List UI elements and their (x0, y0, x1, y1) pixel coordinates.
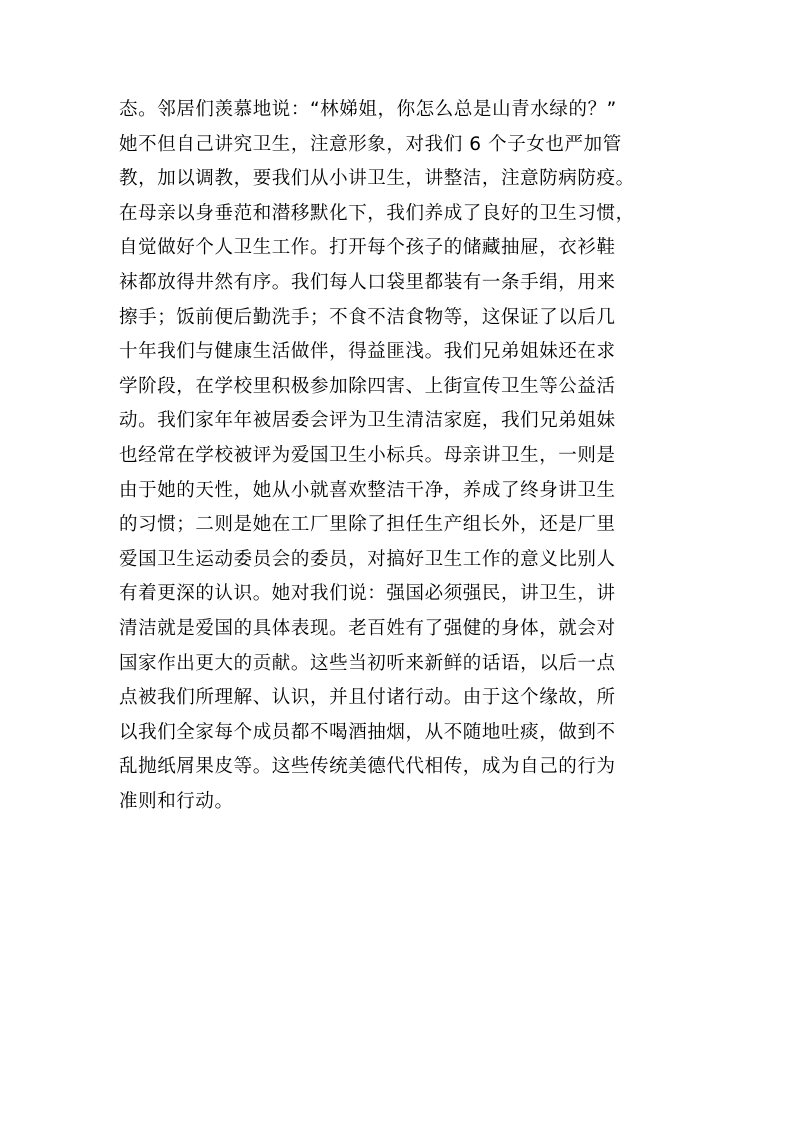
text-line: 动。我们家年年被居委会评为卫生清洁家庭，我们兄弟姐妹 (119, 410, 616, 432)
text-line: 袜都放得井然有序。我们每人口袋里都装有一条手绢，用来 (119, 271, 616, 293)
text-line: 她不但自己讲究卫生，注意形象，对我们 6 个子女也严加管 (119, 133, 622, 155)
text-line: 教，加以调教，要我们从小讲卫生，讲整洁，注意防病防疫。 (119, 168, 635, 190)
text-line: 点被我们所理解、认识，并且付诸行动。由于这个缘故，所 (119, 687, 616, 709)
text-line: 由于她的天性，她从小就喜欢整洁干净，养成了终身讲卫生 (119, 479, 616, 501)
text-line: 擦手；饭前便后勤洗手；不食不洁食物等，这保证了以后几 (119, 306, 616, 328)
text-line: 在母亲以身垂范和潜移默化下，我们养成了良好的卫生习惯， (119, 202, 635, 224)
body-paragraph (119, 93, 679, 819)
text-line: 十年我们与健康生活做伴，得益匪浅。我们兄弟姐妹还在求 (119, 341, 616, 363)
text-line: 自觉做好个人卫生工作。打开每个孩子的储藏抽屉，衣衫鞋 (119, 237, 616, 259)
text-line: 学阶段，在学校里积极参加除四害、上街宣传卫生等公益活 (119, 375, 616, 397)
text-line: 国家作出更大的贡献。这些当初听来新鲜的话语，以后一点 (119, 652, 616, 674)
text-line: 准则和行动。 (119, 790, 234, 812)
text-line: 清洁就是爱国的具体表现。老百姓有了强健的身体，就会对 (119, 617, 616, 639)
text-line: 以我们全家每个成员都不喝酒抽烟，从不随地吐痰，做到不 (119, 721, 616, 743)
text-line: 态。邻居们羡慕地说：“林娣姐，你怎么总是山青水绿的？” (119, 99, 617, 120)
text-line: 的习惯；二则是她在工厂里除了担任生产组长外，还是厂里 (119, 514, 616, 536)
text-line: 乱抛纸屑果皮等。这些传统美德代代相传，成为自己的行为 (119, 756, 616, 778)
text-line: 有着更深的认识。她对我们说：强国必须强民，讲卫生，讲 (119, 583, 616, 605)
text-line: 爱国卫生运动委员会的委员，对搞好卫生工作的意义比别人 (119, 548, 616, 570)
text-line: 也经常在学校被评为爱国卫生小标兵。母亲讲卫生，一则是 (119, 444, 616, 466)
